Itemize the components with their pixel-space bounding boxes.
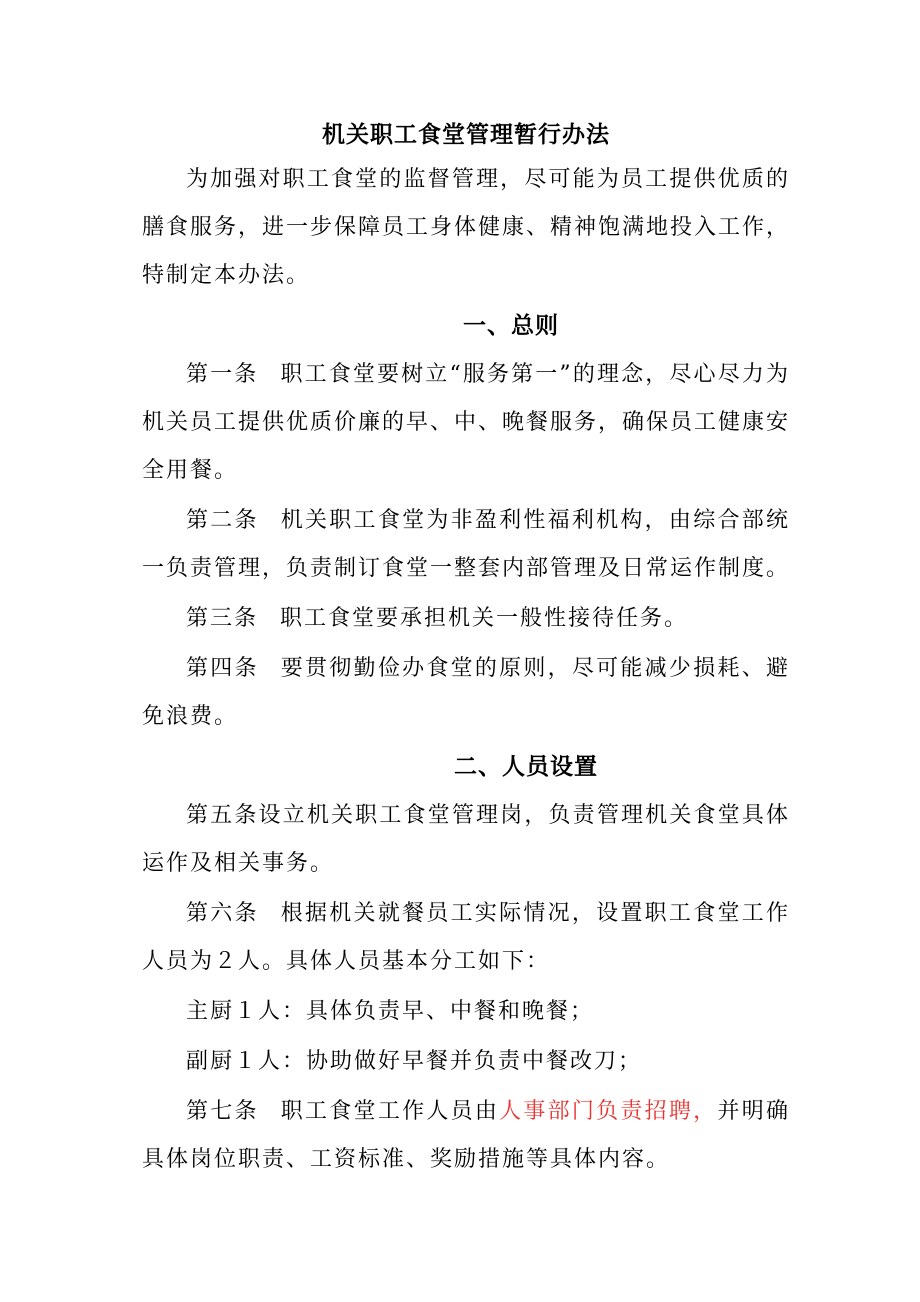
article-text: 机关职工食堂为非盈利性福利机构，由综合部统一负责管理，负责制订食堂一整套内部管理及日常运作制度。 [142,508,791,581]
article-2 [142,497,790,593]
article-5: 第五条设立机关职工食堂管理岗，负责管理机关食堂具体运作及相关事务。 [142,803,790,876]
article-text: 职工食堂要树立“服务第一”的理念，尽心尽力为机关员工提供优质价廉的早、中、晚餐服务，确保员工健康安全用餐。 [142,362,791,483]
intro-paragraph: 为加强对职工食堂的监督管理，尽可能为员工提供优质的膳食服务，进一步保障员工身体健康、精神饱满地投入工作，特制定本办法。 [142,167,791,288]
staff-sous-chef: 副厨１人：协助做好早餐并负责中餐改刀； [186,1049,643,1074]
article-6 [142,890,790,986]
article-number: 第六条 [186,901,259,926]
staff-chef: 主厨１人：具体负责早、中餐和晚餐； [186,999,595,1024]
article-number: 第三条 [186,606,259,631]
article-7 [142,1088,790,1184]
article-text: 职工食堂要承担机关一般性接待任务。 [280,606,689,631]
article-number: 第四条 [186,656,259,681]
article-1 [142,351,790,495]
document-title: 机关职工食堂管理暂行办法 [322,121,610,148]
article-text: 要贯彻勤俭办食堂的原则，尽可能减少损耗、避免浪费。 [142,656,790,729]
article-3 [142,595,790,643]
article-number: 第七条 [186,1099,259,1124]
article-text-post: 并明确具体岗位职责、工资标准、奖励措施等具体内容。 [142,1099,790,1172]
highlighted-text: 人事部门负责招聘， [499,1099,718,1124]
section-heading-general: 一、总则 [463,312,559,339]
article-number: 第一条 [186,362,259,387]
article-4 [142,645,790,741]
article-text-pre: 职工食堂工作人员由 [280,1099,500,1124]
document-page [142,113,790,1184]
article-text: 根据机关就餐员工实际情况，设置职工食堂工作人员为２人。具体人员基本分工如下： [142,901,790,974]
section-heading-staffing: 二、人员设置 [454,753,598,780]
article-number: 第二条 [186,508,259,533]
